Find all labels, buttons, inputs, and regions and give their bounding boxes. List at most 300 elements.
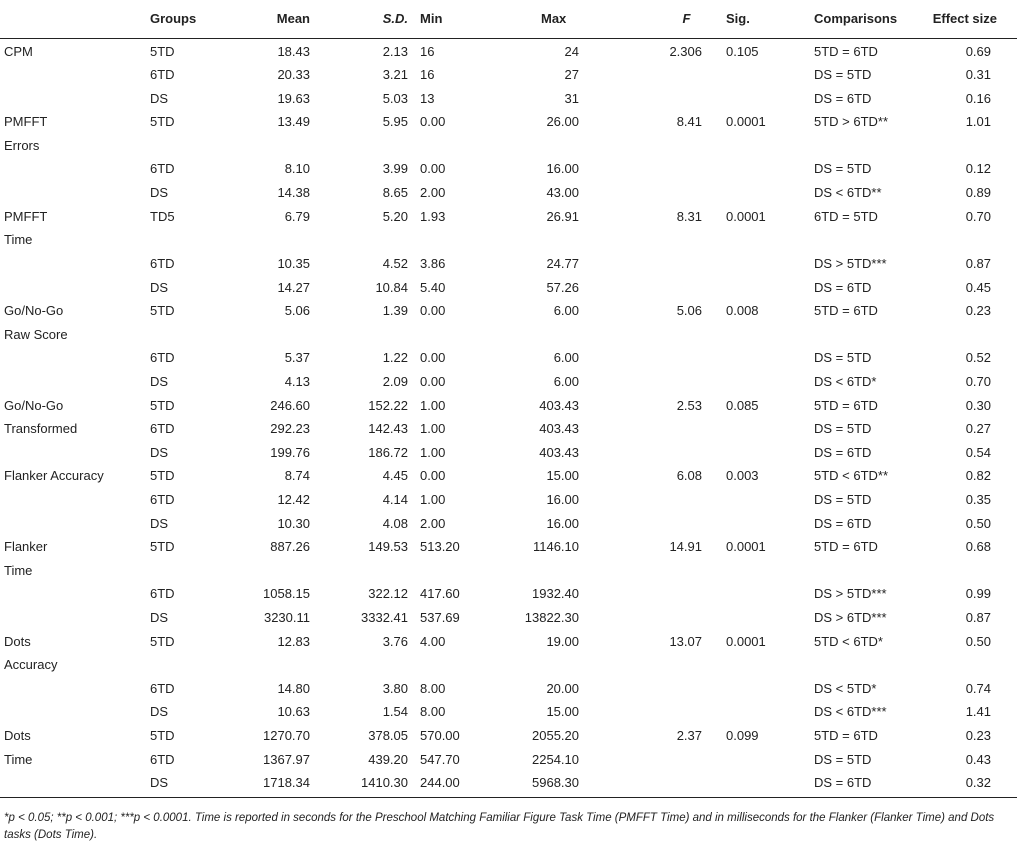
max-cell: 2055.20 — [532, 728, 579, 743]
max-cell: 24 — [564, 43, 579, 59]
f-cell: 8.31 — [676, 209, 702, 224]
group-cell — [150, 133, 220, 156]
max-cell: 26.00 — [546, 114, 579, 129]
min-cell: 0.00 — [420, 114, 446, 129]
comparison-cell: 5TD = 6TD — [814, 303, 878, 318]
sig-cell — [718, 369, 804, 393]
mean-cell: 3230.11 — [263, 610, 310, 625]
max-cell: 19.00 — [546, 634, 579, 649]
group-cell: DS — [150, 374, 169, 389]
max-cell: 6.00 — [553, 374, 579, 389]
f-cell — [655, 558, 718, 581]
effect-size-cell: 0.43 — [965, 752, 991, 767]
mean-cell: 1718.34 — [220, 770, 320, 797]
sig-cell: 0.0001 — [726, 539, 766, 554]
header-min: Min — [420, 0, 497, 38]
min-cell — [420, 227, 497, 251]
table-row — [0, 558, 1017, 581]
table-row — [0, 133, 1017, 156]
comparison-cell: 5TD < 6TD** — [814, 468, 889, 483]
header-row — [0, 0, 1017, 38]
measure-cell: Accuracy — [4, 657, 58, 672]
table-row — [0, 298, 1017, 322]
f-cell — [655, 133, 718, 156]
min-cell: 2.00 — [420, 185, 446, 200]
f-cell — [655, 275, 718, 298]
sd-cell: 2.13 — [382, 43, 408, 59]
measure-cell: Transformed — [4, 421, 78, 436]
table-row — [0, 534, 1017, 558]
effect-size-cell: 0.87 — [965, 610, 991, 625]
header-groups: Groups — [150, 0, 220, 38]
effect-size-cell: 0.27 — [965, 421, 991, 436]
sd-cell: 3.76 — [382, 634, 408, 649]
sig-cell: 0.0001 — [726, 114, 766, 129]
mean-cell: 12.83 — [277, 634, 310, 649]
f-cell — [655, 747, 718, 770]
measure-cell — [0, 581, 150, 605]
f-cell — [655, 605, 718, 629]
measure-cell — [0, 86, 150, 109]
measure-cell: Raw Score — [4, 327, 68, 342]
max-cell: 15.00 — [546, 468, 579, 483]
sd-cell: 1410.30 — [320, 770, 420, 797]
mean-cell: 10.63 — [277, 704, 310, 719]
f-cell — [655, 251, 718, 275]
effect-size-cell — [912, 227, 1017, 251]
sd-cell: 1.54 — [382, 704, 408, 719]
sig-cell: 0.0001 — [726, 634, 766, 649]
f-cell: 2.306 — [669, 43, 702, 59]
comparison-cell: DS > 6TD*** — [814, 610, 887, 625]
sd-cell — [320, 133, 420, 156]
f-cell — [655, 416, 718, 440]
table-row — [0, 251, 1017, 275]
sig-cell: 0.003 — [726, 468, 759, 483]
mean-cell: 5.06 — [284, 303, 310, 318]
table-row — [0, 227, 1017, 251]
comparison-cell: DS = 6TD — [814, 516, 872, 531]
group-cell — [150, 558, 220, 581]
group-cell: TD5 — [150, 209, 175, 224]
measure-cell — [0, 62, 150, 86]
comparison-cell: DS = 5TD — [814, 752, 872, 767]
table-row — [0, 204, 1017, 227]
sig-cell — [718, 251, 804, 275]
sd-cell — [320, 558, 420, 581]
effect-size-cell: 0.99 — [965, 586, 991, 601]
f-cell — [655, 699, 718, 723]
min-cell: 0.00 — [420, 161, 446, 176]
group-cell: DS — [150, 704, 169, 719]
measure-cell — [0, 770, 150, 797]
header-max: Max — [497, 0, 655, 38]
table-row — [0, 463, 1017, 487]
mean-cell: 8.10 — [284, 161, 310, 176]
effect-size-cell: 0.82 — [965, 468, 991, 483]
mean-cell — [220, 322, 320, 345]
table-row — [0, 62, 1017, 86]
max-cell: 403.43 — [539, 398, 579, 413]
table-row — [0, 652, 1017, 676]
measure-cell — [0, 275, 150, 298]
max-cell: 20.00 — [546, 681, 579, 696]
comparison-cell — [804, 558, 912, 581]
comparison-cell: DS < 5TD* — [814, 681, 877, 696]
min-cell: 0.00 — [420, 350, 446, 365]
max-cell: 16.00 — [546, 161, 579, 176]
table-row — [0, 487, 1017, 511]
measure-cell — [0, 369, 150, 393]
min-cell — [420, 652, 497, 676]
table-row — [0, 699, 1017, 723]
sd-cell: 2.09 — [382, 374, 408, 389]
mean-cell: 18.43 — [277, 43, 310, 59]
effect-size-cell: 0.35 — [965, 492, 991, 507]
header-f: F — [655, 0, 718, 38]
comparison-cell: DS < 6TD* — [814, 374, 877, 389]
mean-cell: 13.49 — [277, 114, 310, 129]
measure-cell — [0, 345, 150, 369]
f-cell — [655, 487, 718, 511]
f-cell: 14.91 — [669, 539, 702, 554]
sd-cell: 186.72 — [368, 445, 408, 460]
group-cell: 5TD — [150, 114, 175, 129]
effect-size-cell: 0.23 — [965, 728, 991, 743]
group-cell — [150, 652, 220, 676]
mean-cell: 12.42 — [277, 492, 310, 507]
table-footnote: *p < 0.05; **p < 0.001; ***p < 0.0001. Time is reported in seconds for the Preschool Matching Familiar Figure Task Time (PMFFT Time) and in milliseconds for the Flanker (Flanker Time) and Dots tasks (Dots Time). — [4, 812, 995, 841]
f-cell: 8.41 — [676, 114, 702, 129]
group-cell: 6TD — [150, 256, 175, 271]
group-cell: 6TD — [150, 492, 175, 507]
f-cell — [655, 652, 718, 676]
mean-cell: 199.76 — [270, 445, 310, 460]
comparison-cell: DS = 6TD — [814, 445, 872, 460]
f-cell — [655, 227, 718, 251]
table-row — [0, 511, 1017, 534]
effect-size-cell: 0.54 — [965, 445, 991, 460]
effect-size-cell: 0.23 — [965, 303, 991, 318]
comparison-cell: DS = 6TD — [804, 770, 912, 797]
table-row — [0, 345, 1017, 369]
min-cell — [420, 133, 497, 156]
comparison-cell: DS = 5TD — [814, 67, 872, 82]
f-cell — [655, 770, 718, 797]
max-cell: 403.43 — [539, 421, 579, 436]
min-cell — [420, 322, 497, 345]
group-cell: DS — [150, 770, 220, 797]
group-cell: DS — [150, 280, 169, 295]
effect-size-cell: 0.89 — [965, 185, 991, 200]
max-cell: 27 — [564, 67, 579, 82]
measure-cell: Time — [4, 232, 33, 247]
min-cell: 16 — [420, 67, 435, 82]
effect-size-cell: 0.32 — [912, 770, 1017, 797]
header-mean: Mean — [220, 0, 320, 38]
max-cell: 26.91 — [546, 209, 579, 224]
comparison-cell — [804, 133, 912, 156]
sd-cell: 4.14 — [382, 492, 408, 507]
table-row — [0, 770, 1017, 797]
comparison-cell — [804, 652, 912, 676]
effect-size-cell: 0.68 — [965, 539, 991, 554]
group-cell: 5TD — [150, 539, 175, 554]
max-cell — [497, 322, 655, 345]
min-cell: 13 — [420, 91, 435, 106]
sd-cell: 378.05 — [368, 728, 408, 743]
measure-cell — [0, 440, 150, 463]
sd-cell: 322.12 — [368, 586, 408, 601]
effect-size-cell — [912, 652, 1017, 676]
comparison-cell: 5TD > 6TD** — [814, 114, 889, 129]
measure-cell: Flanker — [4, 539, 48, 554]
f-cell — [655, 369, 718, 393]
mean-cell: 10.35 — [277, 256, 310, 271]
max-cell: 13822.30 — [524, 610, 579, 625]
effect-size-cell: 1.01 — [965, 114, 991, 129]
sig-cell — [718, 62, 804, 86]
header-sd: S.D. — [320, 0, 420, 38]
mean-cell — [220, 558, 320, 581]
table-row — [0, 180, 1017, 204]
measure-cell — [0, 487, 150, 511]
min-cell: 0.00 — [420, 468, 446, 483]
table-row — [0, 440, 1017, 463]
sig-cell — [718, 676, 804, 699]
mean-cell: 14.27 — [277, 280, 310, 295]
table-row — [0, 38, 1017, 62]
group-cell: 5TD — [150, 468, 175, 483]
group-cell: 5TD — [150, 303, 175, 318]
max-cell: 5968.30 — [497, 770, 655, 797]
measure-cell: Go/No-Go — [4, 303, 64, 318]
comparison-cell: 5TD < 6TD* — [814, 634, 883, 649]
mean-cell: 5.37 — [284, 350, 310, 365]
measure-cell: Errors — [4, 138, 40, 153]
comparison-cell: DS = 5TD — [814, 350, 872, 365]
max-cell: 403.43 — [539, 445, 579, 460]
group-cell: 6TD — [150, 586, 175, 601]
group-cell: 6TD — [150, 350, 175, 365]
comparison-cell: DS > 5TD*** — [814, 256, 887, 271]
sd-cell: 142.43 — [368, 421, 408, 436]
group-cell: DS — [150, 185, 169, 200]
sig-cell — [718, 227, 804, 251]
mean-cell: 4.13 — [284, 374, 310, 389]
max-cell: 16.00 — [546, 516, 579, 531]
measure-cell: Flanker Accuracy — [4, 468, 104, 483]
group-cell: 6TD — [150, 161, 175, 176]
mean-cell: 19.63 — [277, 91, 310, 106]
table-row — [0, 156, 1017, 180]
group-cell: 5TD — [150, 728, 175, 743]
sd-cell: 3.21 — [382, 67, 408, 82]
min-cell: 570.00 — [420, 728, 460, 743]
sig-cell — [718, 770, 804, 797]
comparison-cell: 5TD = 6TD — [814, 728, 878, 743]
table-row — [0, 747, 1017, 770]
group-cell: DS — [150, 445, 169, 460]
effect-size-cell: 0.16 — [965, 91, 991, 106]
min-cell: 1.00 — [420, 445, 446, 460]
sig-cell — [718, 180, 804, 204]
comparison-cell: 5TD = 6TD — [814, 398, 878, 413]
min-cell: 8.00 — [420, 704, 446, 719]
mean-cell: 246.60 — [270, 398, 310, 413]
comparison-cell: DS = 5TD — [814, 161, 872, 176]
mean-cell: 10.30 — [277, 516, 310, 531]
sig-cell — [718, 605, 804, 629]
table-row — [0, 369, 1017, 393]
measure-cell — [0, 180, 150, 204]
max-cell — [497, 227, 655, 251]
table-row — [0, 605, 1017, 629]
min-cell: 547.70 — [420, 752, 460, 767]
effect-size-cell: 0.30 — [965, 398, 991, 413]
table-row — [0, 416, 1017, 440]
group-cell — [150, 227, 220, 251]
effect-size-cell: 0.74 — [965, 681, 991, 696]
measure-cell: Time — [4, 752, 33, 767]
max-cell: 6.00 — [553, 303, 579, 318]
max-cell: 43.00 — [546, 185, 579, 200]
sig-cell — [718, 275, 804, 298]
f-cell: 13.07 — [669, 634, 702, 649]
min-cell: 4.00 — [420, 634, 446, 649]
group-cell: 6TD — [150, 752, 175, 767]
min-cell: 513.20 — [420, 539, 460, 554]
min-cell: 16 — [420, 43, 435, 59]
min-cell: 3.86 — [420, 256, 446, 271]
group-cell: 6TD — [150, 421, 175, 436]
f-cell: 2.37 — [676, 728, 702, 743]
effect-size-cell — [912, 558, 1017, 581]
comparison-cell — [804, 227, 912, 251]
f-cell — [655, 676, 718, 699]
table-row — [0, 275, 1017, 298]
measure-cell: Time — [4, 563, 33, 578]
group-cell: DS — [150, 91, 169, 106]
effect-size-cell: 0.31 — [965, 67, 991, 82]
group-cell: DS — [150, 516, 169, 531]
mean-cell: 887.26 — [270, 539, 310, 554]
mean-cell: 1367.97 — [263, 752, 310, 767]
measure-cell — [0, 156, 150, 180]
measure-cell: PMFFT — [4, 114, 48, 129]
min-cell: 2.00 — [420, 516, 446, 531]
sig-cell: 0.0001 — [726, 209, 766, 224]
min-cell: 8.00 — [420, 681, 446, 696]
effect-size-cell: 0.12 — [965, 161, 991, 176]
max-cell: 15.00 — [546, 704, 579, 719]
sd-cell: 3332.41 — [361, 610, 408, 625]
sd-cell: 3.99 — [382, 161, 408, 176]
mean-cell: 292.23 — [270, 421, 310, 436]
max-cell — [497, 558, 655, 581]
mean-cell — [220, 133, 320, 156]
f-cell: 6.08 — [676, 468, 702, 483]
max-cell: 24.77 — [546, 256, 579, 271]
comparison-cell: DS = 6TD — [814, 280, 872, 295]
comparison-cell: DS > 5TD*** — [814, 586, 887, 601]
group-cell — [150, 322, 220, 345]
max-cell: 1146.10 — [532, 539, 579, 554]
group-cell: 5TD — [150, 634, 175, 649]
f-cell — [655, 511, 718, 534]
sig-cell — [718, 440, 804, 463]
mean-cell: 14.80 — [277, 681, 310, 696]
min-cell — [420, 558, 497, 581]
max-cell: 6.00 — [553, 350, 579, 365]
min-cell: 5.40 — [420, 280, 446, 295]
sig-cell — [718, 747, 804, 770]
header-comparisons: Comparisons — [804, 0, 912, 38]
mean-cell: 6.79 — [284, 209, 310, 224]
effect-size-cell: 0.70 — [965, 209, 991, 224]
sig-cell — [718, 511, 804, 534]
mean-cell — [220, 652, 320, 676]
comparison-cell: 5TD = 6TD — [814, 539, 878, 554]
sig-cell — [718, 322, 804, 345]
mean-cell — [220, 227, 320, 251]
sd-cell: 5.95 — [382, 114, 408, 129]
sig-cell — [718, 133, 804, 156]
table-row — [0, 676, 1017, 699]
sd-cell: 3.80 — [382, 681, 408, 696]
sig-cell — [718, 487, 804, 511]
measure-cell — [0, 251, 150, 275]
sig-cell — [718, 416, 804, 440]
table-row — [0, 581, 1017, 605]
sd-cell: 8.65 — [382, 185, 408, 200]
sig-cell — [718, 86, 804, 109]
group-cell: 6TD — [150, 681, 175, 696]
min-cell: 0.00 — [420, 374, 446, 389]
sig-cell — [718, 156, 804, 180]
measure-cell: PMFFT — [4, 209, 48, 224]
comparison-cell: 5TD = 6TD — [814, 43, 878, 59]
f-cell — [655, 345, 718, 369]
measure-cell — [0, 676, 150, 699]
max-cell — [497, 133, 655, 156]
measure-cell: Dots — [4, 634, 31, 649]
max-cell: 16.00 — [546, 492, 579, 507]
f-cell — [655, 180, 718, 204]
min-cell: 0.00 — [420, 303, 446, 318]
effect-size-cell: 0.87 — [965, 256, 991, 271]
mean-cell: 20.33 — [277, 67, 310, 82]
sd-cell: 439.20 — [368, 752, 408, 767]
effect-size-cell: 0.45 — [965, 280, 991, 295]
f-cell — [655, 440, 718, 463]
table-row — [0, 322, 1017, 345]
comparison-cell — [804, 322, 912, 345]
sig-cell — [718, 558, 804, 581]
min-cell: 1.93 — [420, 209, 446, 224]
max-cell: 31 — [564, 91, 579, 106]
sig-cell: 0.105 — [726, 43, 759, 59]
measure-cell: Dots — [4, 728, 31, 743]
header-measure — [0, 0, 150, 38]
min-cell: 1.00 — [420, 421, 446, 436]
sig-cell — [718, 345, 804, 369]
sd-cell: 10.84 — [375, 280, 408, 295]
max-cell: 1932.40 — [532, 586, 579, 601]
comparison-cell: DS < 6TD** — [814, 185, 882, 200]
sd-cell: 149.53 — [368, 539, 408, 554]
comparison-cell: DS = 5TD — [814, 492, 872, 507]
